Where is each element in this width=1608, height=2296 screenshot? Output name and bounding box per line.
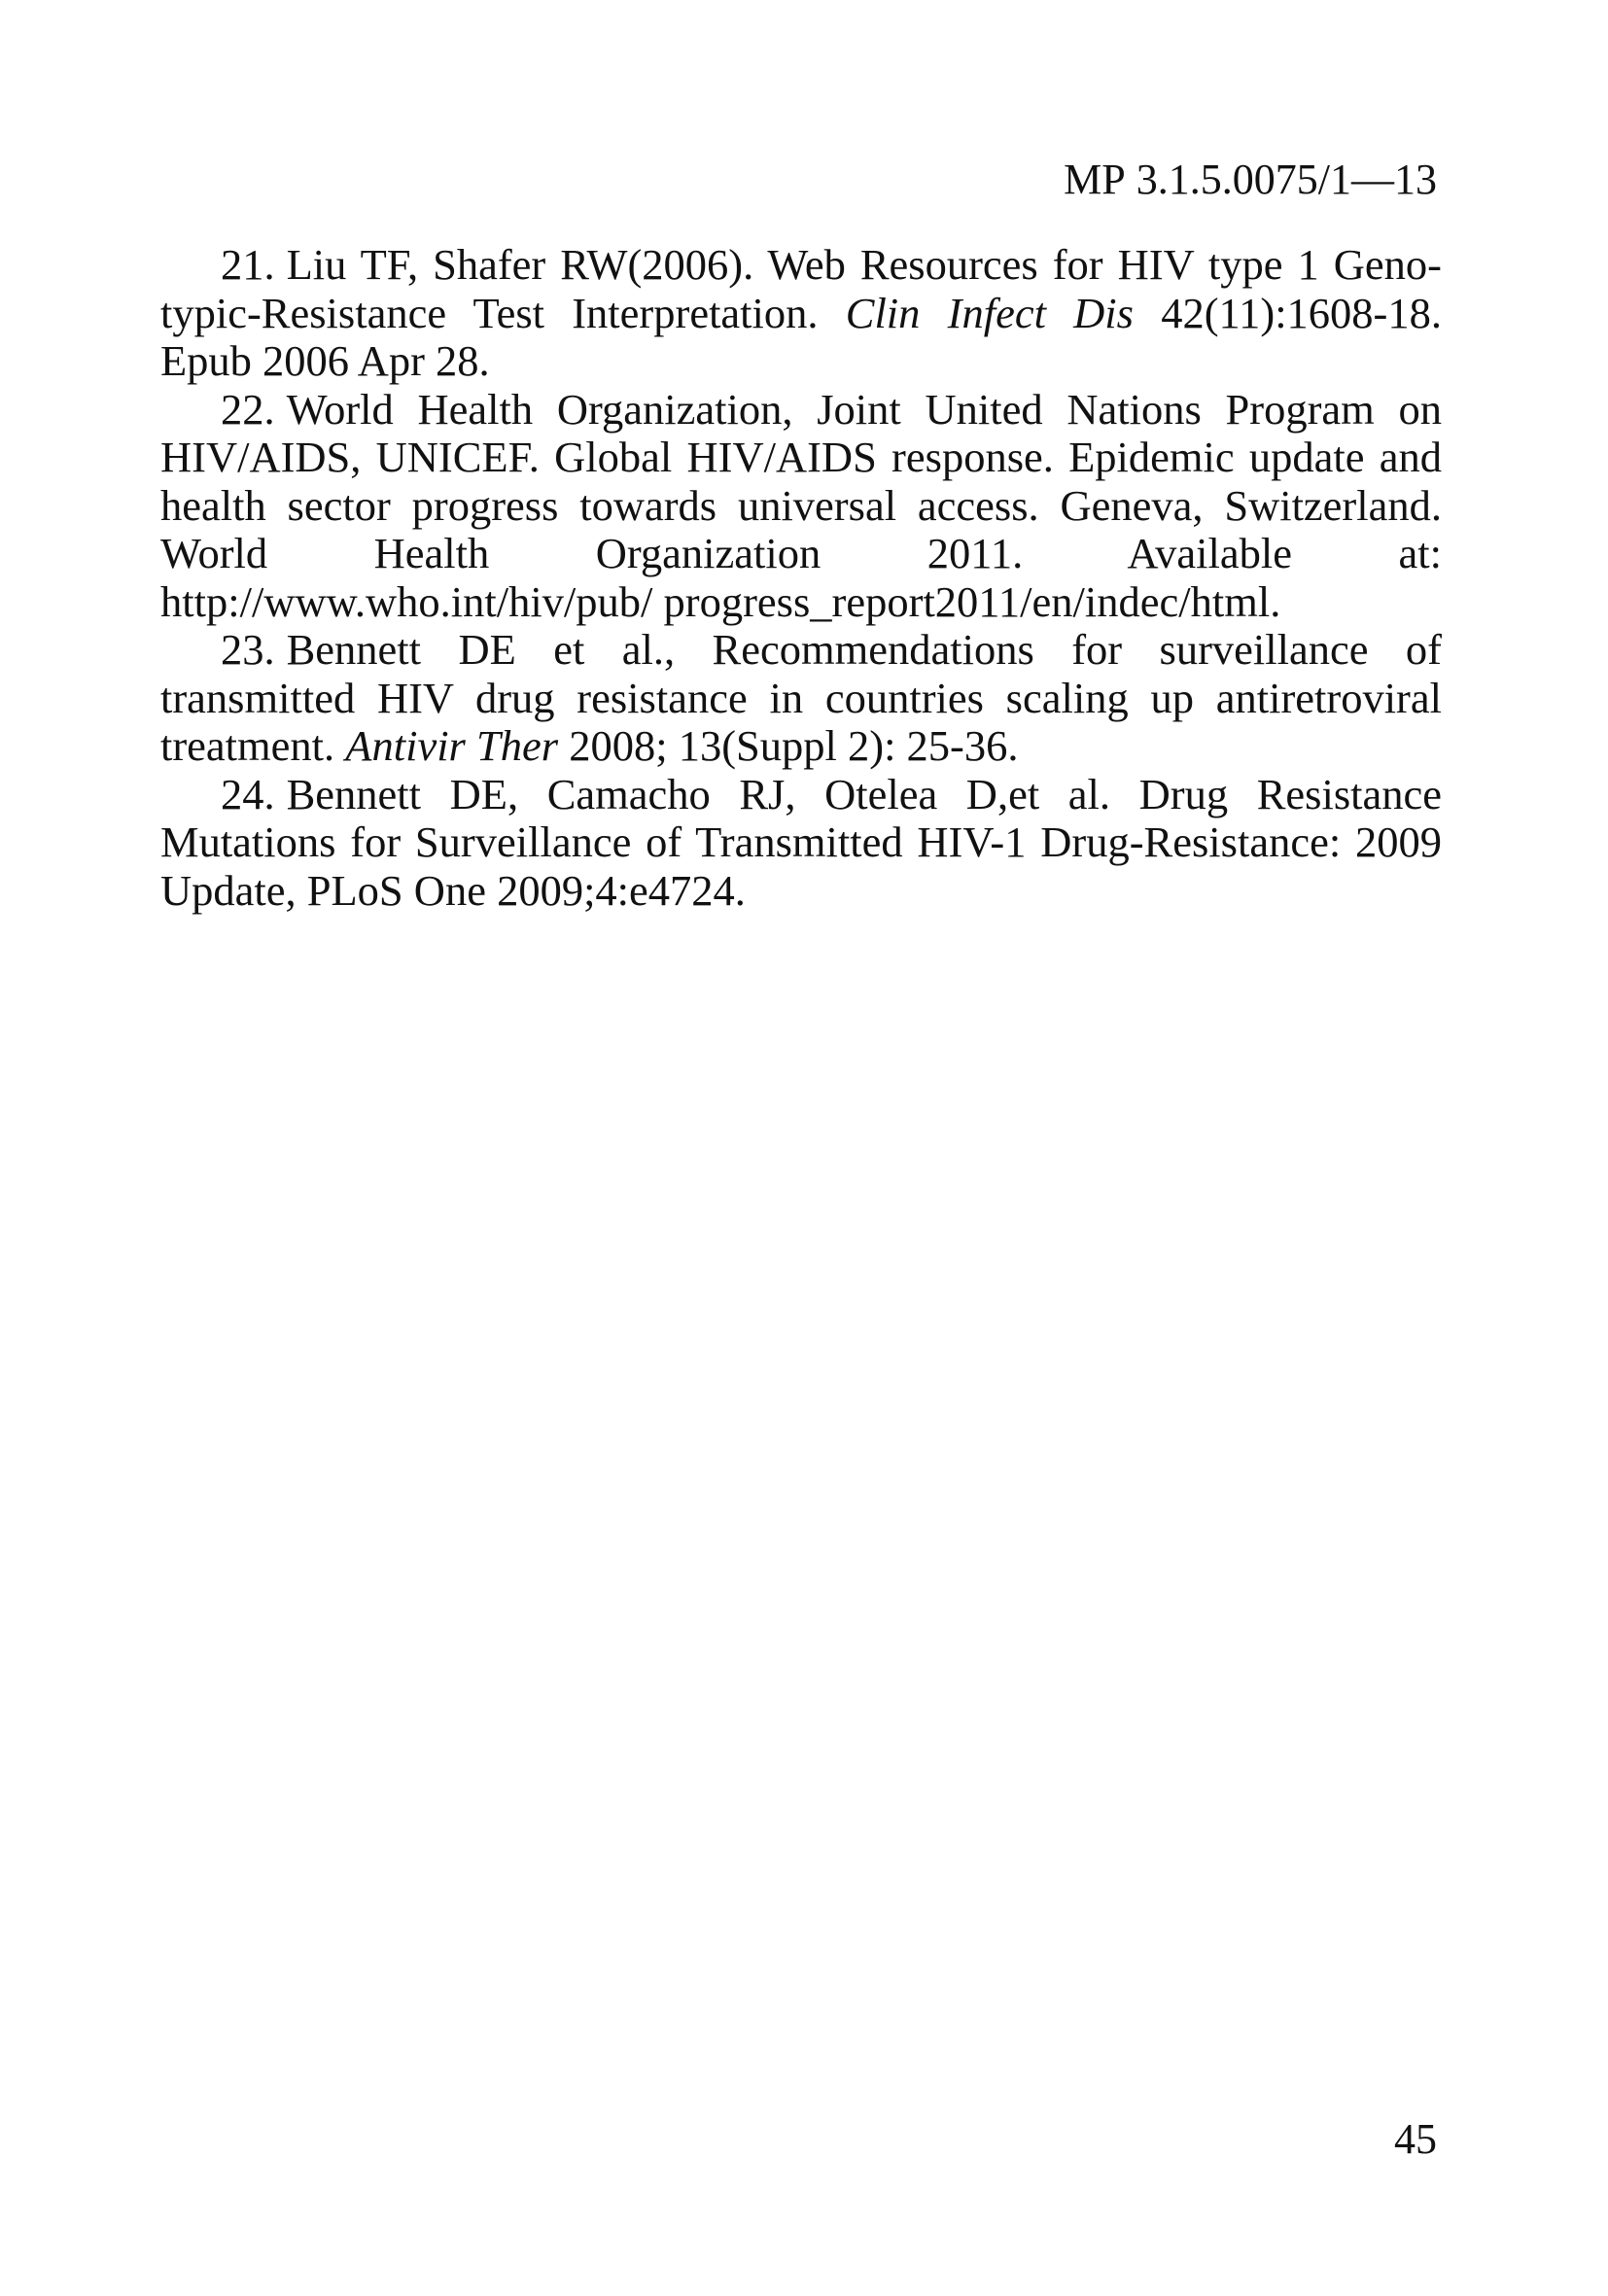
reference-text: Bennett DE, Camacho RJ, Otelea D,et al. Drug Resistance Mutations for Surveillance of Transmitted HIV-1 Drug-Resistance: 2009 Update, PLoS One 2009;4:e4724. — [160, 769, 1442, 915]
document-code-header: МР 3.1.5.0075/1—13 — [1064, 156, 1437, 203]
reference-text: Bennett DE et al., Recommendations for surveillance of transmitted HIV drug resistance in countries scaling up antiretroviral treatment. — [160, 625, 1442, 770]
reference-text: World Health Organization, Joint United Nations Program on HIV/AIDS, UNICEF. Global HIV/AIDS response. Epidemic update and health sector progress towards universal access. Geneva, Switzerland. World Health Organization 2011. Available at: http://www.who.int/hiv/pub/ progress_report2011/en/indec/html. — [160, 384, 1442, 626]
reference-text: Liu TF, Shafer RW(2006). Web Resources for HIV type 1 Genotypic-Resistance Test Interpretation. — [160, 240, 1442, 337]
reference-list — [160, 241, 1442, 915]
journal-title: Clin Infect Dis — [845, 288, 1134, 337]
reference-item-24 — [160, 771, 1442, 916]
reference-text-end: 2008; 13(Suppl 2): 25-36. — [558, 721, 1019, 770]
reference-item-21 — [160, 241, 1442, 386]
reference-number: 23. — [221, 625, 275, 674]
reference-number: 24. — [221, 769, 275, 818]
reference-number: 22. — [221, 384, 275, 434]
reference-number: 21. — [221, 240, 275, 289]
reference-item-23 — [160, 626, 1442, 771]
reference-item-22 — [160, 386, 1442, 627]
reference-text-end: 42(11):1608-18. Epub 2006 Apr 28. — [160, 288, 1442, 385]
page-number: 45 — [1394, 2115, 1437, 2163]
journal-title: Antivir Ther — [345, 721, 559, 770]
